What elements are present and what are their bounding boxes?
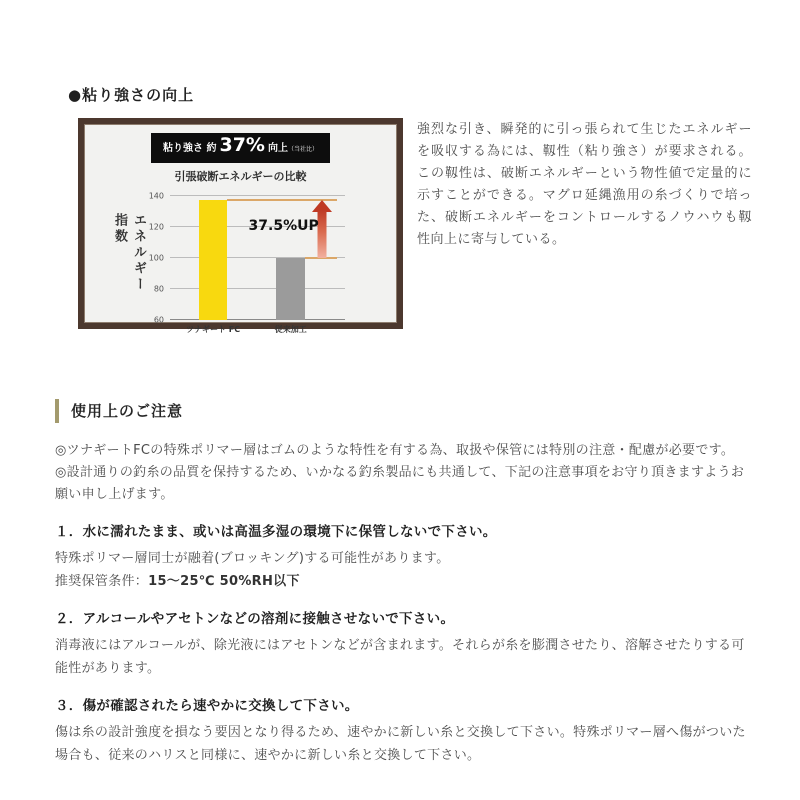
tenacity-heading: ●粘り強さの向上: [68, 86, 195, 104]
badge-prefix: 粘り強さ 約: [163, 143, 217, 154]
caution-note-value: 15～25℃ 50%RH以下: [148, 574, 300, 589]
chart-annotation: 37.5%UP: [248, 218, 319, 235]
badge-note: （当社比）: [287, 146, 318, 153]
caution-title: ２．アルコールやアセトンなどの溶剤に接触させないで下さい。: [55, 611, 455, 627]
y-tick-label: 140: [148, 191, 164, 201]
caution-note-label: 推奨保管条件：: [55, 574, 149, 589]
gridline: [170, 195, 345, 196]
bar-tsunagiito: [199, 200, 228, 320]
gridline: [170, 288, 345, 289]
precautions-section: [55, 399, 755, 767]
caution-title: １．水に濡れたまま、或いは高温多湿の環境下に保管しないで下さい。: [55, 524, 497, 540]
gridline: [170, 319, 345, 320]
caution-body: 消毒液にはアルコールが、除光液にはアセトンなどが含まれます。それらが糸を膨潤させたり、溶解させたりする可能性があります。: [55, 638, 745, 676]
caution-title: ３．傷が確認されたら速やかに交換して下さい。: [55, 698, 359, 714]
y-tick-label: 120: [148, 222, 164, 232]
y-tick-label: 80: [153, 284, 164, 294]
plot-area: [148, 191, 345, 334]
precautions-heading: 使用上のご注意: [55, 399, 755, 423]
intro-line: ◎設計通りの釣糸の品質を保持するため、いかなる釣糸製品にも共通して、下記の注意事項をお守り頂きますようお願い申し上げます。: [55, 465, 745, 502]
caution-item-3: [55, 696, 755, 767]
chart-badge: [151, 133, 330, 163]
x-category-label: 従来加工: [274, 325, 307, 334]
y-tick-label: 60: [153, 315, 164, 325]
intro-line: ◎ツナギートFCの特殊ポリマー層はゴムのような特性を有する為、取扱や保管には特別の注意・配慮が必要です。: [55, 443, 735, 458]
bar-conventional: [276, 258, 305, 320]
y-tick-label: 100: [148, 253, 164, 263]
caution-item-1: [55, 522, 755, 593]
caution-item-2: [55, 609, 755, 680]
tenacity-description: 強烈な引き、瞬発的に引っ張られて生じたエネルギーを吸収する為には、靱性（粘り強さ）が要求される。この靱性は、破断エネルギーという物性値で定量的に示すことができる。マグロ延縄漁用の糸づくりで培った、破断エネルギーをコントロールするノウハウも靱性向上に寄与している。: [417, 122, 752, 247]
energy-chart-frame: [78, 118, 403, 334]
x-category-label: ツナギート FC: [185, 325, 241, 334]
caution-body: 特殊ポリマー層同士が融着(ブロッキング)する可能性があります。: [55, 551, 450, 566]
tenacity-row: [68, 118, 752, 334]
chart-title: 引張破断エネルギーの比較: [174, 170, 307, 183]
precautions-intro: [55, 440, 755, 506]
arrow-shaft: [318, 210, 327, 258]
caution-body: 傷は糸の設計強度を損なう要因となり得るため、速やかに新しい糸と交換して下さい。特殊ポリマー層へ傷がついた場合も、従来のハリスと同様に、速やかに新しい糸と交換して下さい。: [55, 725, 746, 763]
caution-note: [55, 570, 755, 593]
tenacity-section: [68, 84, 752, 334]
y-axis-label: エネルギー指数: [112, 213, 146, 293]
chart-body: [84, 192, 397, 342]
badge-suffix: 向上: [267, 143, 288, 154]
badge-value: 37%: [219, 134, 265, 156]
